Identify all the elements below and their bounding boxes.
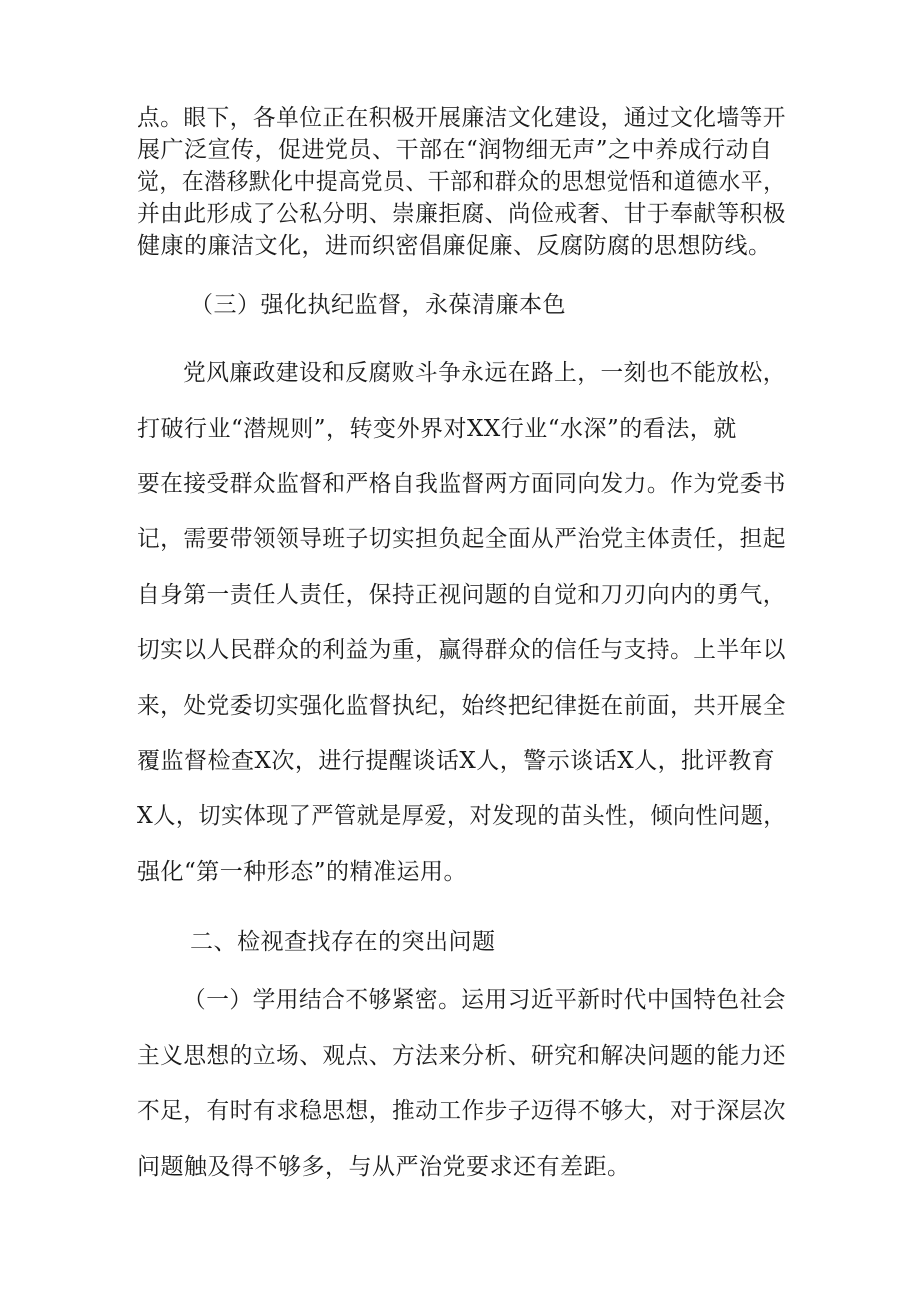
- paragraph-line: 记，需要带领领导班子切实担负起全面从严治党主体责任，担起: [137, 526, 786, 552]
- section-heading: （三）强化执纪监督，永葆清廉本色: [190, 292, 566, 318]
- paragraph-line: 党风廉政建设和反腐败斗争永远在路上，一刻也不能放松，: [183, 360, 786, 386]
- paragraph-line: 打破行业“潜规则”，转变外界对XX行业“水深”的看法，就: [137, 416, 737, 442]
- paragraph-line: 健康的廉洁文化，进而织密倡廉促廉、反腐防腐的思想防线。: [137, 233, 772, 259]
- paragraph-line: 并由此形成了公私分明、崇廉拒腐、尚俭戒奢、甘于奉献等积极: [137, 201, 786, 227]
- paragraph-line: 自身第一责任人责任，保持正视问题的自觉和刀刃向内的勇气，: [137, 582, 786, 608]
- paragraph-line: 问题触及得不够多，与从严治党要求还有差距。: [137, 1154, 631, 1180]
- paragraph-line: X人，切实体现了严管就是厚爱，对发现的苗头性，倾向性问题，: [137, 803, 786, 829]
- paragraph-line: 覆监督检查X次，进行提醒谈话X人，警示谈话X人，批评教育: [137, 748, 776, 774]
- paragraph-line: 觉，在潜移默化中提高党员、干部和群众的思想觉悟和道德水平，: [137, 169, 786, 195]
- paragraph-line: 强化“第一种形态”的精准运用。: [137, 859, 468, 885]
- paragraph-line: 展广泛宣传，促进党员、干部在“润物细无声”之中养成行动自: [137, 137, 773, 163]
- paragraph-line: 主义思想的立场、观点、方法来分析、研究和解决问题的能力还: [137, 1043, 786, 1069]
- section-heading: 二、检视查找存在的突出问题: [190, 929, 496, 955]
- paragraph-line: 切实以人民群众的利益为重，赢得群众的信任与支持。上半年以: [137, 637, 786, 663]
- paragraph-line: 点。眼下，各单位正在积极开展廉洁文化建设，通过文化墙等开: [137, 105, 786, 131]
- paragraph-line: （一）学用结合不够紧密。运用习近平新时代中国特色社会: [183, 987, 786, 1013]
- paragraph-line: 要在接受群众监督和严格自我监督两方面同向发力。作为党委书: [137, 471, 786, 497]
- paragraph-line: 不足，有时有求稳思想，推动工作步子迈得不够大，对于深层次: [137, 1098, 786, 1124]
- paragraph-line: 来，处党委切实强化监督执纪，始终把纪律挺在前面，共开展全: [137, 693, 786, 719]
